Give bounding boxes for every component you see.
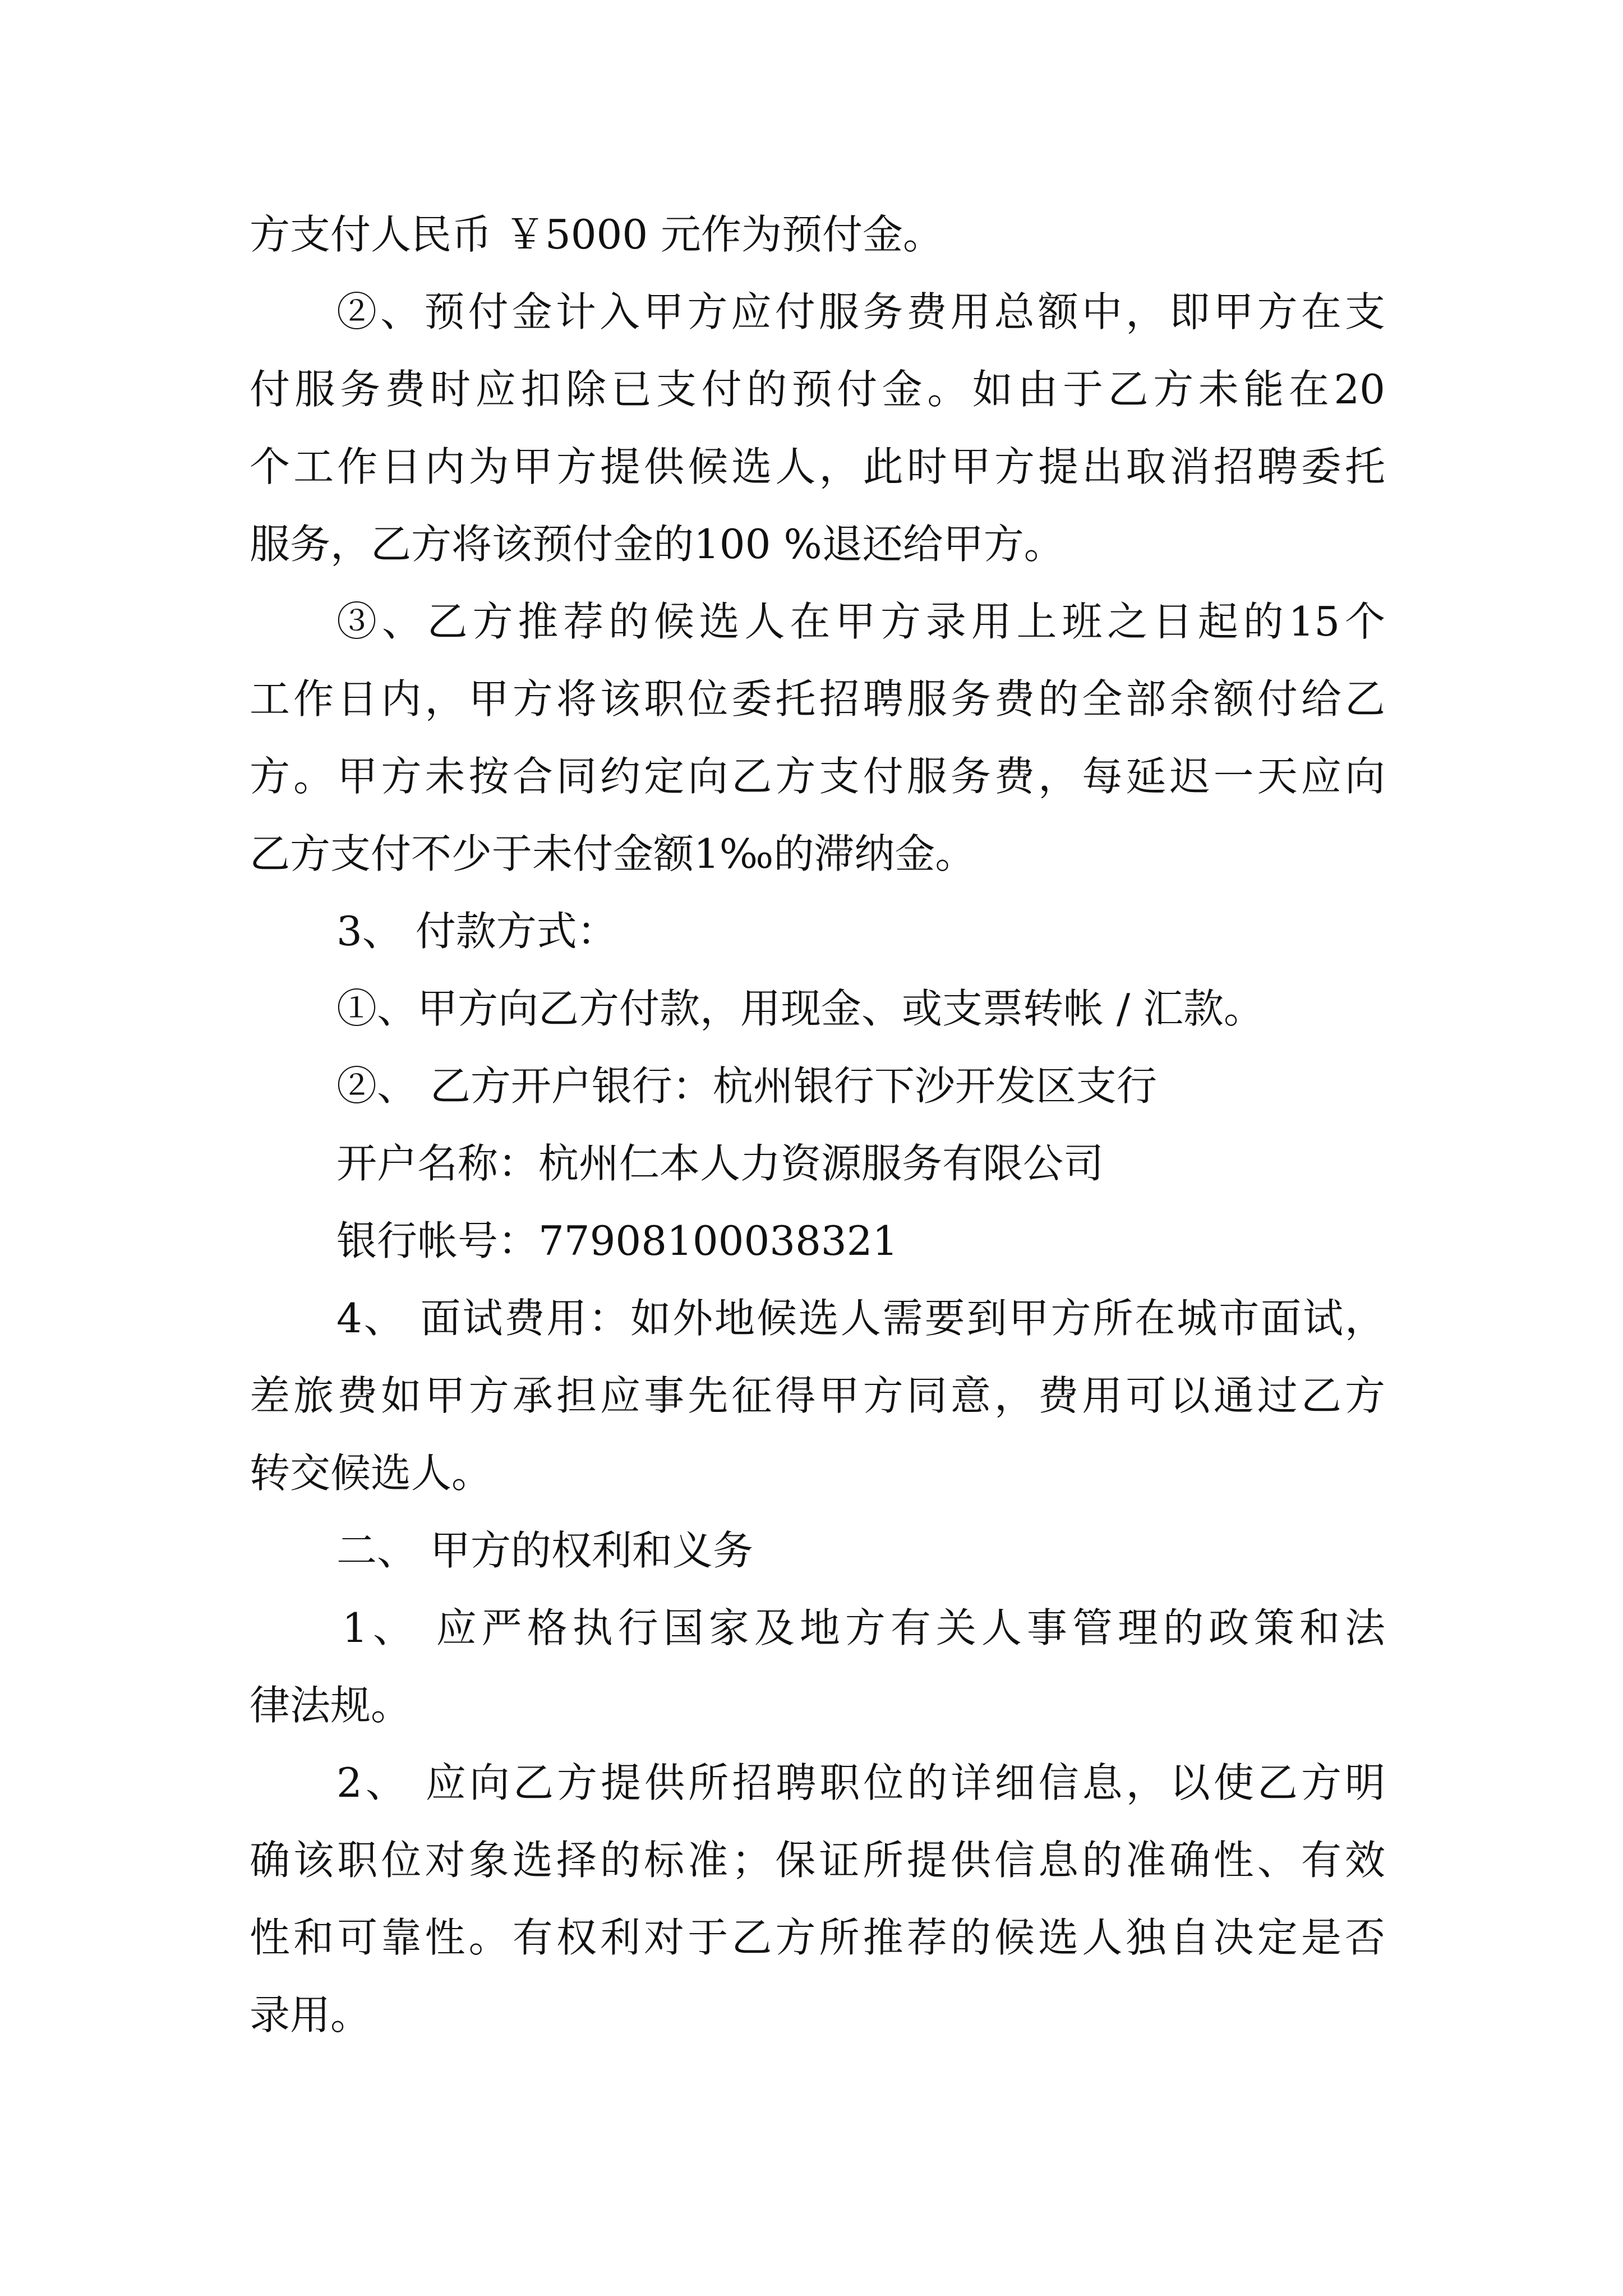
text-line xyxy=(336,1756,1385,1810)
text-line-content: 2、 应向乙方提供所招聘职位的详细信息，以使乙方明 xyxy=(336,1759,1385,1806)
text-line xyxy=(250,1369,1385,1423)
text-line: 律法规。 xyxy=(250,1682,412,1729)
text-line-content: 工作日内，甲方将该职位委托招聘服务费的全部余额付给乙 xyxy=(250,675,1385,723)
text-line-content: ②、预付金计入甲方应付服务费用总额中，即甲方在支 xyxy=(336,288,1385,335)
text-line: 方支付人民币 ￥5000 元作为预付金。 xyxy=(250,211,944,258)
text-line-content: ③、乙方推荐的候选人在甲方录用上班之日起的15个 xyxy=(336,598,1385,645)
text-line-content: 性和可靠性。有权利对于乙方所推荐的候选人独自决定是否 xyxy=(250,1914,1385,1961)
text-line-content: 差旅费如甲方承担应事先征得甲方同意，费用可以通过乙方 xyxy=(250,1372,1385,1419)
text-line-content: 4、 面试费用：如外地候选人需要到甲方所在城市面试， xyxy=(336,1295,1385,1342)
section-heading: 二、 甲方的权利和义务 xyxy=(336,1527,753,1574)
text-line: 银行帐号：77908100038321 xyxy=(336,1217,898,1264)
text-line xyxy=(250,672,1385,726)
text-line: ②、 乙方开户银行：杭州银行下沙开发区支行 xyxy=(336,1062,1157,1110)
text-line xyxy=(336,1291,1385,1345)
text-line xyxy=(250,440,1385,494)
text-line xyxy=(336,595,1385,648)
text-line xyxy=(250,1911,1385,1964)
text-line xyxy=(250,749,1385,803)
text-line-content: 个工作日内为甲方提供候选人，此时甲方提出取消招聘委托 xyxy=(250,443,1385,490)
text-line xyxy=(336,285,1385,339)
text-line-content: 方。甲方未按合同约定向乙方支付服务费，每延迟一天应向 xyxy=(250,753,1385,800)
text-line: 服务，乙方将该预付金的100 %退还给甲方。 xyxy=(250,521,1064,568)
text-line: 开户名称：杭州仁本人力资源服务有限公司 xyxy=(336,1140,1104,1187)
text-line: 乙方支付不少于未付金额1‰的滞纳金。 xyxy=(250,830,976,877)
text-line: 转交候选人。 xyxy=(250,1450,492,1497)
text-line xyxy=(342,1601,1385,1655)
text-line-content: 确该职位对象选择的标准；保证所提供信息的准确性、有效 xyxy=(250,1837,1385,1884)
text-line: 录用。 xyxy=(250,1991,371,2039)
section-heading: 3、 付款方式： xyxy=(336,908,617,955)
text-line-content: 1、 应严格执行国家及地方有关人事管理的政策和法 xyxy=(342,1604,1385,1651)
text-line xyxy=(250,1833,1385,1887)
text-line: ①、甲方向乙方付款，用现金、或支票转帐 / 汇款。 xyxy=(336,985,1265,1032)
text-line xyxy=(250,362,1385,416)
text-line-content: 付服务费时应扣除已支付的预付金。如由于乙方未能在20 xyxy=(250,366,1385,413)
